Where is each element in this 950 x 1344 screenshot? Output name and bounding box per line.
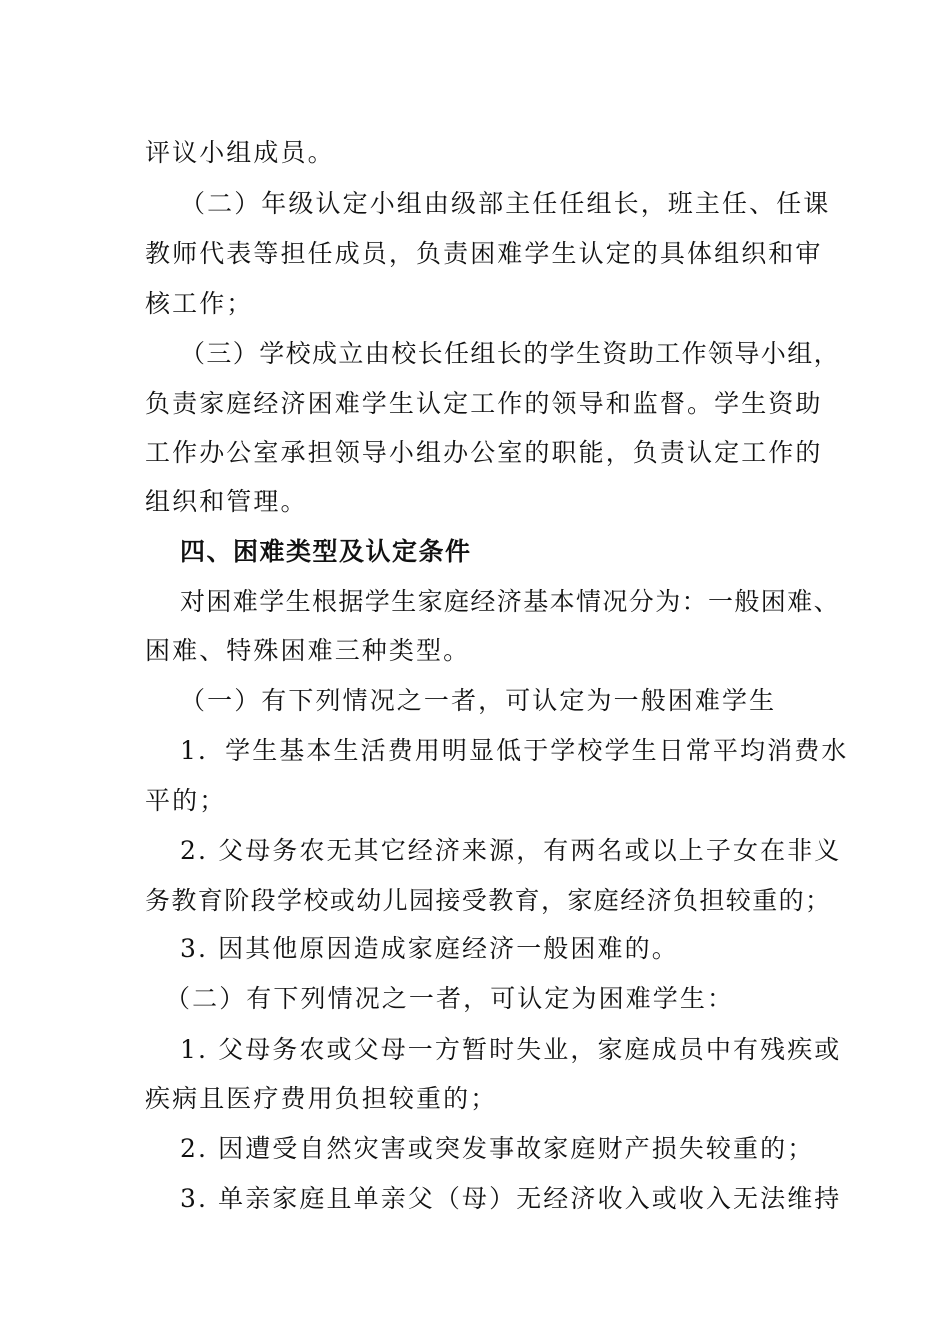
- text-line: 2. 父母务农无其它经济来源，有两名或以上子女在非义: [180, 836, 842, 865]
- text-line: 教师代表等担任成员，负责困难学生认定的具体组织和审: [145, 239, 823, 268]
- text-line: 3. 单亲家庭且单亲父（母）无经济收入或收入无法维持: [180, 1184, 842, 1213]
- text-line: 困难、特殊困难三种类型。: [145, 636, 471, 665]
- text-line: 核工作；: [145, 289, 254, 318]
- text-line: 1．学生基本生活费用明显低于学校学生日常平均消费水: [180, 736, 849, 765]
- text-line: 2. 因遭受自然灾害或突发事故家庭财产损失较重的；: [180, 1134, 815, 1163]
- text-line: （二）有下列情况之一者，可认定为困难学生：: [165, 984, 735, 1013]
- text-line: 工作办公室承担领导小组办公室的职能，负责认定工作的: [145, 438, 823, 467]
- text-line: 3. 因其他原因造成家庭经济一般困难的。: [180, 934, 679, 963]
- text-line: 1. 父母务农或父母一方暂时失业，家庭成员中有残疾或: [180, 1035, 842, 1064]
- text-line: 务教育阶段学校或幼儿园接受教育，家庭经济负担较重的；: [145, 886, 832, 915]
- text-line: 负责家庭经济困难学生认定工作的领导和监督。学生资助: [145, 389, 823, 418]
- text-line: 平的；: [145, 786, 227, 815]
- text-line: 组织和管理。: [145, 487, 308, 516]
- text-line: 对困难学生根据学生家庭经济基本情况分为：一般困难、: [180, 587, 841, 616]
- text-line: 疾病且医疗费用负担较重的；: [145, 1084, 498, 1113]
- text-line: （一）有下列情况之一者，可认定为一般困难学生: [180, 686, 777, 715]
- text-line: （三）学校成立由校长任组长的学生资助工作领导小组，: [180, 339, 841, 368]
- text-line: （二）年级认定小组由级部主任任组长，班主任、任课: [180, 189, 831, 218]
- section-heading: 四、困难类型及认定条件: [180, 537, 472, 566]
- text-line: 评议小组成员。: [145, 138, 335, 167]
